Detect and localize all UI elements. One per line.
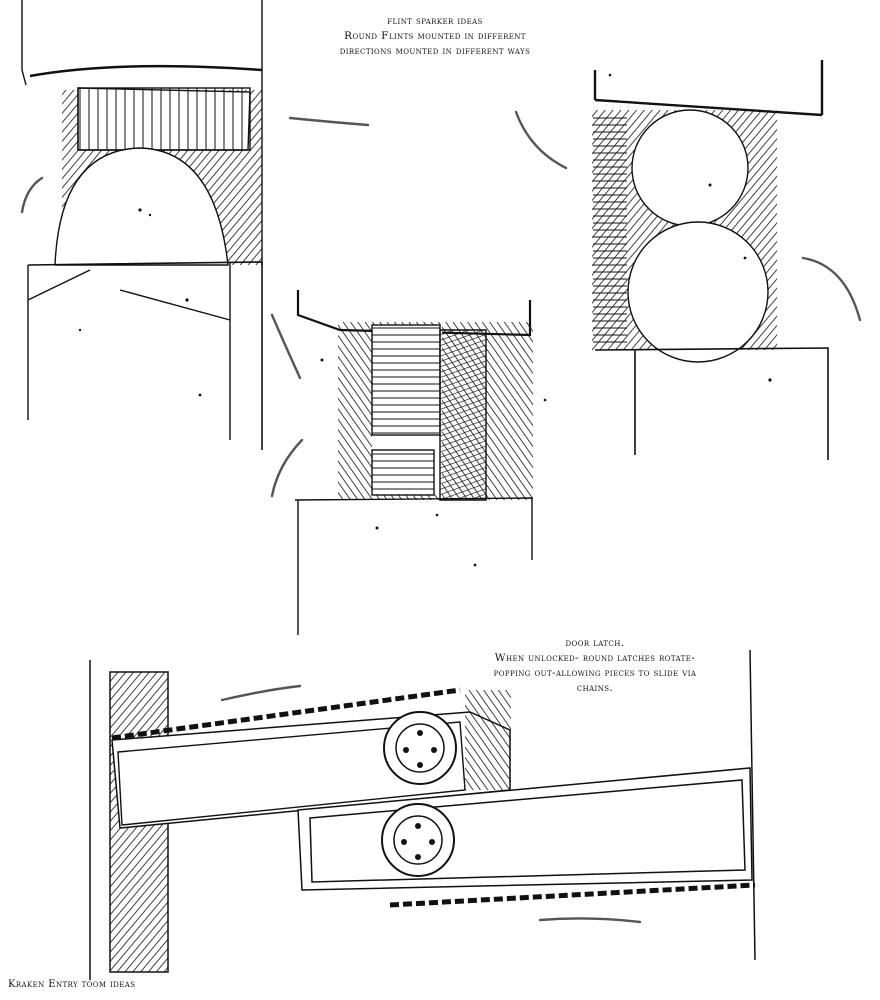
flint-sparker-sketch-1 [22, 0, 262, 450]
flint-sparker-note [300, 14, 570, 59]
flint-note-line-1: flint sparker ideas [387, 15, 483, 27]
door-latch-note [470, 636, 720, 696]
latch-note-line-2: When unlocked- round latches rotate- [494, 652, 696, 664]
latch-note-line-4: chains. [576, 682, 614, 694]
latch-note-line-3: popping out-allowing pieces to slide via [493, 667, 697, 679]
flint-sparker-sketch-2 [295, 290, 546, 635]
latch-note-line-1: door latch. [565, 637, 625, 649]
flint-note-line-3: directions mounted in different ways [339, 45, 531, 57]
door-latch-sketch [90, 650, 755, 980]
flint-sparker-sketch-3 [592, 60, 828, 460]
flint-note-line-2: Round Flints mounted in different [344, 30, 526, 42]
page-caption: Kraken Entry toom ideas [8, 979, 136, 990]
